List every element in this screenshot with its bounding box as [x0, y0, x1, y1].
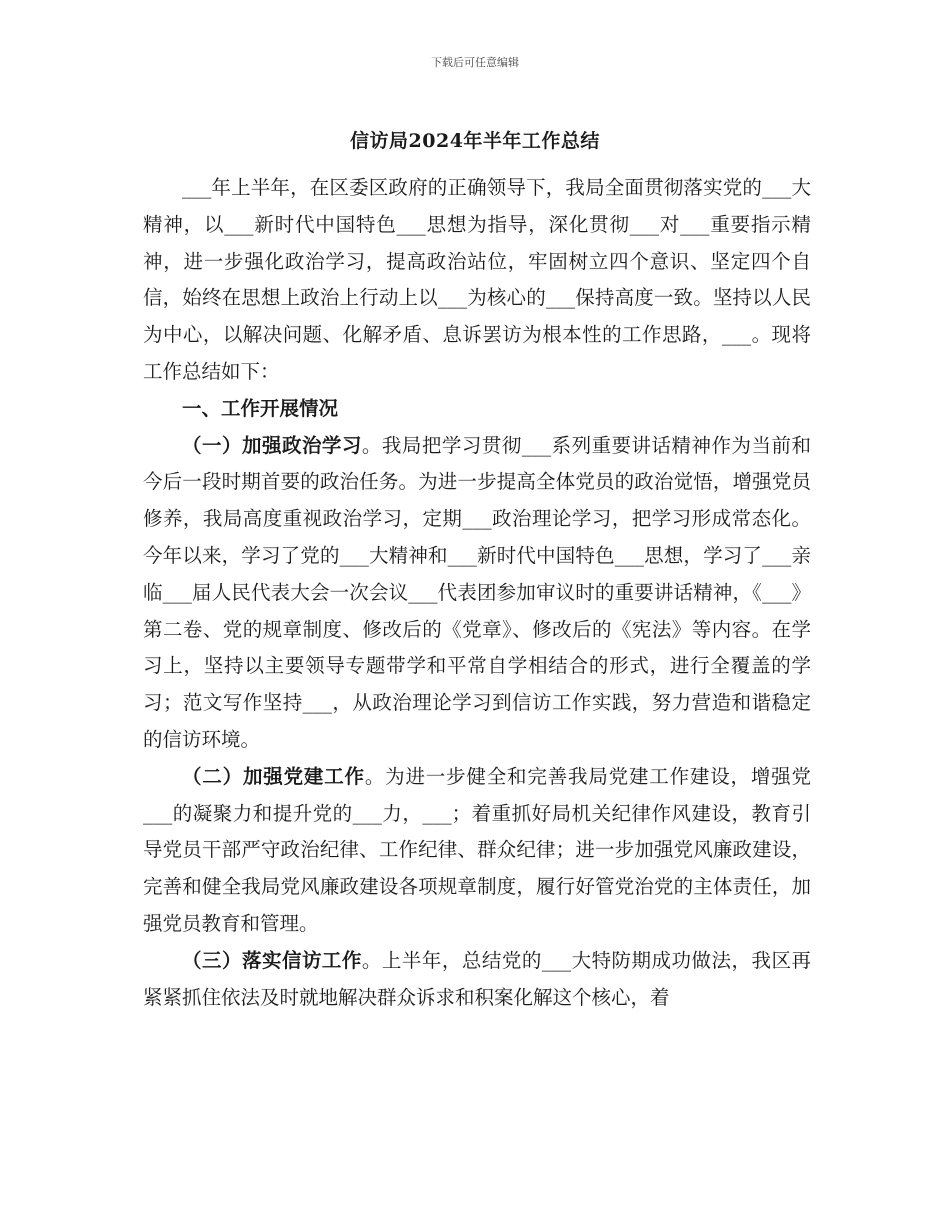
item-3-paragraph [143, 943, 811, 1017]
item-2-heading: （二）加强党建工作 [182, 764, 365, 788]
item-1-heading: （一）加强政治学习 [182, 433, 362, 457]
intro-paragraph: ___年上半年，在区委区政府的正确领导下，我局全面贯彻落实党的___大精神，以___新时代中国特色___思想为指导，深化贯彻___对___重要指示精神，进一步强化政治学习，提高政治站位，牢固树立四个意识、坚定四个自信，始终在思想上政治上行动上以___为核心的___保持高度一致。坚持以人民为中心，以解决问题、化解矛盾、息诉罢访为根本性的工作思路，___。现将工作总结如下： [143, 176, 811, 383]
item-2-text: 。为进一步健全和完善我局党建工作建设，增强党___的凝聚力和提升党的___力，___；着重抓好局机关纪律作风建设，教育引导党员干部严守政治纪律、工作纪律、群众纪律；进一步加强党风廉政建设，完善和健全我局党风廉政建设各项规章制度，履行好管党治党的主体责任，加强党员教育和管理。 [143, 764, 811, 935]
item-1-text: 。我局把学习贯彻___系列重要讲话精神作为当前和今后一段时期首要的政治任务。为进一步提高全体党员的政治觉悟，增强党员修养，我局高度重视政治学习，定期___政治理论学习，把学习形成常态化。今年以来，学习了党的___大精神和___新时代中国特色___思想，学习了___亲临___届人民代表大会一次会议___代表团参加审议时的重要讲话精神，《___》第二卷、党的规章制度、修改后的《党章》、修改后的《宪法》等内容。在学习上，坚持以主要领导专题带学和平常自学相结合的形式，进行全覆盖的学习；范文写作坚持___，从政治理论学习到信访工作实践，努力营造和谐稳定的信访环境。 [143, 433, 811, 751]
document-body [143, 170, 811, 1016]
header-note: 下载后可任意编辑 [431, 56, 519, 69]
item-2-paragraph [143, 759, 811, 943]
item-3-text: 。上半年，总结党的___大特防期成功做法，我区再紧紧抓住依法及时就地解决群众诉求和积案化解这个核心，着 [143, 948, 811, 1009]
item-1-paragraph [143, 428, 811, 759]
item-3-heading: （三）落实信访工作 [182, 948, 362, 972]
section-1-heading: 一、工作开展情况 [182, 396, 339, 420]
document-title: 信访局2024年半年工作总结 [350, 130, 600, 152]
